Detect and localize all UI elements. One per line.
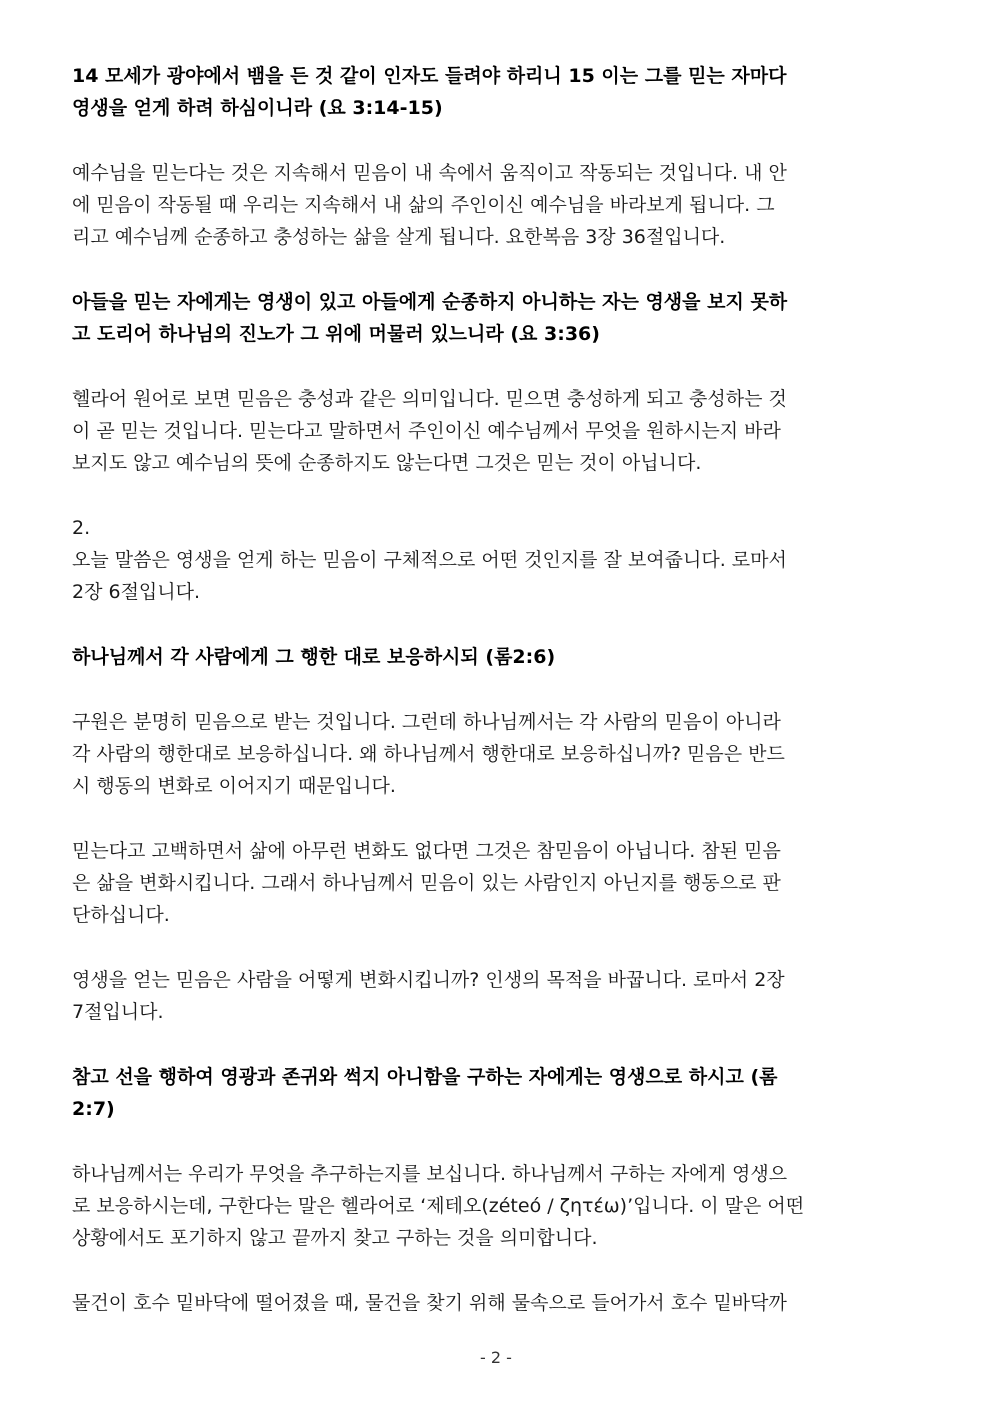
text-line: 물건이 호수 밑바닥에 떨어졌을 때, 물건을 찾기 위해 물속으로 들어가서 호수 밑바닥까 (72, 1292, 787, 1314)
scripture-quote (72, 1061, 920, 1125)
text-line: 로 보응하시는데, 구한다는 말은 헬라어로 ‘제테오(zéteó / ζητέω)’입니다. 이 말은 어떤 (72, 1195, 805, 1217)
body-paragraph (72, 1287, 920, 1319)
text-line: 에 믿음이 작동될 때 우리는 지속해서 내 삶의 주인이신 예수님을 바라보게 됩니다. 그 (72, 194, 775, 216)
body-paragraph (72, 157, 920, 253)
body-paragraph (72, 383, 920, 479)
document-body (72, 60, 920, 1319)
text-line: 2장 6절입니다. (72, 581, 201, 603)
text-line: 14 모세가 광야에서 뱀을 든 것 같이 인자도 들려야 하리니 15 이는 그를 믿는 자마다 (72, 65, 787, 87)
text-line: 리고 예수님께 순종하고 충성하는 삶을 살게 됩니다. 요한복음 3장 36절입니다. (72, 226, 726, 248)
text-line: 각 사람의 행한대로 보응하십니다. 왜 하나님께서 행한대로 보응하십니까? 믿음은 반드 (72, 743, 785, 765)
text-line: 믿는다고 고백하면서 삶에 아무런 변화도 없다면 그것은 참믿음이 아닙니다. 참된 믿음 (72, 840, 781, 862)
scripture-quote (72, 60, 920, 124)
text-line: 예수님을 믿는다는 것은 지속해서 믿음이 내 속에서 움직이고 작동되는 것입니다. 내 안 (72, 162, 787, 184)
text-line: 은 삶을 변화시킵니다. 그래서 하나님께서 믿음이 있는 사람인지 아닌지를 행동으로 판 (72, 872, 781, 894)
scripture-quote (72, 286, 920, 350)
body-paragraph (72, 706, 920, 802)
body-paragraph (72, 964, 920, 1028)
scripture-quote (72, 641, 920, 673)
text-line: 구원은 분명히 믿음으로 받는 것입니다. 그런데 하나님께서는 각 사람의 믿음이 아니라 (72, 711, 781, 733)
text-line: 이 곧 믿는 것입니다. 믿는다고 말하면서 주인이신 예수님께서 무엇을 원하시는지 바라 (72, 420, 781, 442)
text-line: 하나님께서는 우리가 무엇을 추구하는지를 보십니다. 하나님께서 구하는 자에게 영생으 (72, 1163, 788, 1185)
body-paragraph (72, 835, 920, 931)
text-line: 오늘 말씀은 영생을 얻게 하는 믿음이 구체적으로 어떤 것인지를 잘 보여줍니다. 로마서 (72, 549, 787, 571)
page-number: - 2 - (480, 1348, 512, 1367)
text-line: 영생을 얻는 믿음은 사람을 어떻게 변화시킵니까? 인생의 목적을 바꿉니다. 로마서 2장 (72, 969, 785, 991)
text-line: 상황에서도 포기하지 않고 끝까지 찾고 구하는 것을 의미합니다. (72, 1227, 598, 1249)
text-line: 시 행동의 변화로 이어지기 때문입니다. (72, 775, 396, 797)
text-line: 참고 선을 행하여 영광과 존귀와 썩지 아니함을 구하는 자에게는 영생으로 하시고 (롬 (72, 1066, 778, 1088)
text-line: 2. (72, 517, 91, 539)
text-line: 2:7) (72, 1098, 115, 1120)
text-line: 아들을 믿는 자에게는 영생이 있고 아들에게 순종하지 아니하는 자는 영생을 보지 못하 (72, 291, 788, 313)
body-paragraph (72, 1158, 920, 1254)
text-line: 고 도리어 하나님의 진노가 그 위에 머물러 있느니라 (요 3:36) (72, 323, 600, 345)
text-line: 단하십니다. (72, 904, 170, 926)
text-line: 하나님께서 각 사람에게 그 행한 대로 보응하시되 (롬2:6) (72, 646, 556, 668)
text-line: 보지도 않고 예수님의 뜻에 순종하지도 않는다면 그것은 믿는 것이 아닙니다. (72, 452, 702, 474)
body-paragraph (72, 512, 920, 608)
text-line: 7절입니다. (72, 1001, 164, 1023)
text-line: 영생을 얻게 하려 하심이니라 (요 3:14-15) (72, 97, 443, 119)
text-line: 헬라어 원어로 보면 믿음은 충성과 같은 의미입니다. 믿으면 충성하게 되고 충성하는 것 (72, 388, 787, 410)
